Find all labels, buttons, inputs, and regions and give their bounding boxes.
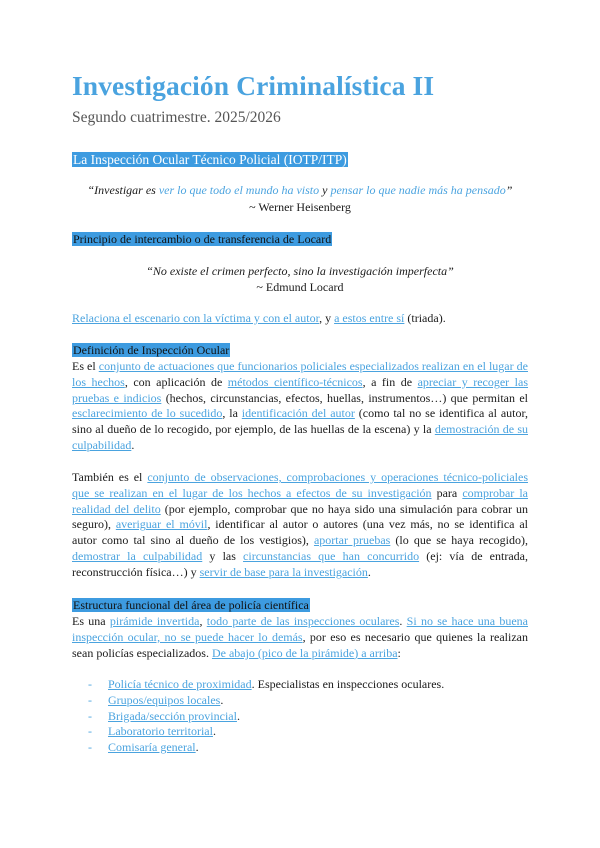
p1-link-conjunto[interactable]: conjunto de actuaciones que funcionarios policiales especializados realizan en el lugar de los hechos xyxy=(72,359,528,389)
estructura-heading xyxy=(72,598,310,613)
heisenberg-author: ~ Werner Heisenberg xyxy=(249,200,351,214)
p2-text-k: y las xyxy=(202,548,244,563)
p2-text-a: También es el xyxy=(72,470,148,484)
est-text-c: , xyxy=(199,614,207,628)
p2-text-i: (lo que se haya recogido), xyxy=(390,533,528,548)
list-item xyxy=(88,740,444,756)
list-item xyxy=(88,724,444,740)
definicion-paragraph-1 xyxy=(72,359,528,454)
locard-author: ~ Edmund Locard xyxy=(256,280,344,294)
p2-link-pruebas[interactable]: aportar pruebas xyxy=(313,533,391,548)
p1-text-m: . xyxy=(131,437,135,452)
p2-text-c: para xyxy=(431,485,463,500)
quote-open: “Investigar es xyxy=(87,183,159,197)
p2-link-comprobar[interactable]: comprobar la realidad del delito xyxy=(72,485,529,516)
definicion-heading xyxy=(72,343,230,358)
p1-text-i: , la xyxy=(222,406,242,421)
p1-text-e: , a fin de xyxy=(362,374,418,389)
triad-link-1[interactable]: Relaciona el escenario con la víctima y con el autor xyxy=(72,311,320,325)
p1-link-identificacion[interactable]: identificación del autor xyxy=(241,406,355,421)
p2-link-culpabilidad[interactable]: demostrar la culpabilidad xyxy=(72,548,203,563)
p2-text-o: . xyxy=(367,564,371,579)
p2-link-movil[interactable]: averiguar el móvil xyxy=(115,517,208,532)
list-dash: - xyxy=(88,724,92,739)
est-text-a: Es una xyxy=(72,614,110,628)
p2-text-m: (ej: vía de entrada, reconstrucción física…) y xyxy=(72,548,528,579)
quote-mid: y xyxy=(319,183,331,197)
list-dash: - xyxy=(88,740,92,755)
p2-link-base[interactable]: servir de base para la investigación xyxy=(199,564,368,579)
triad-text-1: , y xyxy=(319,311,335,325)
list-item-link[interactable]: Grupos/equipos locales xyxy=(108,692,221,707)
p1-link-metodos[interactable]: métodos científico-técnicos xyxy=(227,374,363,389)
est-text-e: . xyxy=(399,614,407,628)
definicion-paragraph-2 xyxy=(72,470,528,581)
list-dash: - xyxy=(88,677,92,691)
estructura-paragraph xyxy=(72,614,528,661)
list-item-link[interactable]: Laboratorio territorial xyxy=(108,724,213,739)
triad-link-2[interactable]: a estos entre sí xyxy=(334,311,405,325)
p2-link-conjunto[interactable]: conjunto de observaciones, comprobaciones y operaciones técnico-policiales que se realizan en el lugar de los hechos a efectos de su investigación xyxy=(72,470,528,500)
est-link-buena-inspeccion[interactable]: Si no se hace una buena inspección ocular, no se puede hacer lo demás xyxy=(72,614,529,644)
list-item-link[interactable]: Policía técnico de proximidad xyxy=(108,677,252,691)
list-item xyxy=(88,677,444,693)
estructura-heading-text: Estructura funcional del área de policía científica xyxy=(73,598,309,612)
document-title: Investigación Criminalística II xyxy=(72,70,435,101)
p1-text-a: Es el xyxy=(72,359,99,373)
est-text-g: , por eso es necesario que quienes la realizan sean policías especializados. xyxy=(72,629,528,660)
list-item-rest: . xyxy=(236,708,240,723)
heisenberg-quote xyxy=(72,182,528,198)
quote-part1: ver lo que todo el mundo ha visto xyxy=(158,183,320,197)
list-item xyxy=(88,709,444,725)
document-subtitle: Segundo cuatrimestre. 2025/2026 xyxy=(72,109,281,126)
locard-triad-line xyxy=(72,311,528,327)
est-text-i: : xyxy=(397,645,401,660)
p1-link-demostracion[interactable]: demostración de su culpabilidad xyxy=(72,422,528,452)
list-dash: - xyxy=(88,708,92,723)
p1-link-apreciar[interactable]: apreciar y recoger las pruebas e indicios xyxy=(72,374,529,405)
p1-text-c: , con aplicación de xyxy=(124,374,228,389)
list-item-link[interactable]: Brigada/sección provincial xyxy=(108,708,237,723)
list-item-link[interactable]: Comisaría general xyxy=(108,740,196,755)
est-link-piramide[interactable]: pirámide invertida xyxy=(109,614,200,628)
quote-part2: pensar lo que nadie más ha pensado xyxy=(330,183,506,197)
quote-close: ” xyxy=(505,183,513,197)
locard-quote: “No existe el crimen perfecto, sino la investigación imperfecta” xyxy=(146,264,454,278)
p2-text-e: (por ejemplo, comprobar que no haya sido una simulación para cobrar un seguro), xyxy=(72,501,528,532)
list-item xyxy=(88,693,444,709)
list-item-rest: . xyxy=(195,740,199,755)
section-title-iotp-text: La Inspección Ocular Técnico Policial (IOTP/ITP) xyxy=(73,152,347,167)
est-link-de-abajo[interactable]: De abajo (pico de la pirámide) a arriba xyxy=(211,645,398,660)
list-item-rest: . xyxy=(212,724,216,739)
p2-link-circunstancias[interactable]: circunstancias que han concurrido xyxy=(243,548,420,563)
p1-link-esclarecimiento[interactable]: esclarecimiento de lo sucedido xyxy=(72,406,223,421)
triad-text-2: (triada). xyxy=(404,311,446,325)
definicion-heading-text: Definición de Inspección Ocular xyxy=(73,343,230,357)
p2-text-g: , identificar al autor o autores (una vez más, no se identifica al autor como tal sino al dueño de los vestigios), xyxy=(72,517,529,548)
locard-heading-text: Principio de intercambio o de transferencia de Locard xyxy=(73,232,332,246)
list-item-rest: . xyxy=(220,692,224,707)
p1-text-g: (hechos, circunstancias, efectos, huellas, instrumentos…) que permitan el xyxy=(161,390,528,405)
p1-text-k: (como tal no se identifica al autor, sino al dueño de lo recogido, por ejemplo, de las huellas de la escena) y la xyxy=(72,406,528,437)
locard-heading xyxy=(72,232,332,247)
list-dash: - xyxy=(88,692,92,707)
estructura-list xyxy=(88,677,444,756)
section-title-iotp xyxy=(72,151,348,168)
list-item-rest: . Especialistas en inspecciones oculares. xyxy=(251,677,445,691)
est-link-todo-parte[interactable]: todo parte de las inspecciones oculares xyxy=(206,614,400,628)
